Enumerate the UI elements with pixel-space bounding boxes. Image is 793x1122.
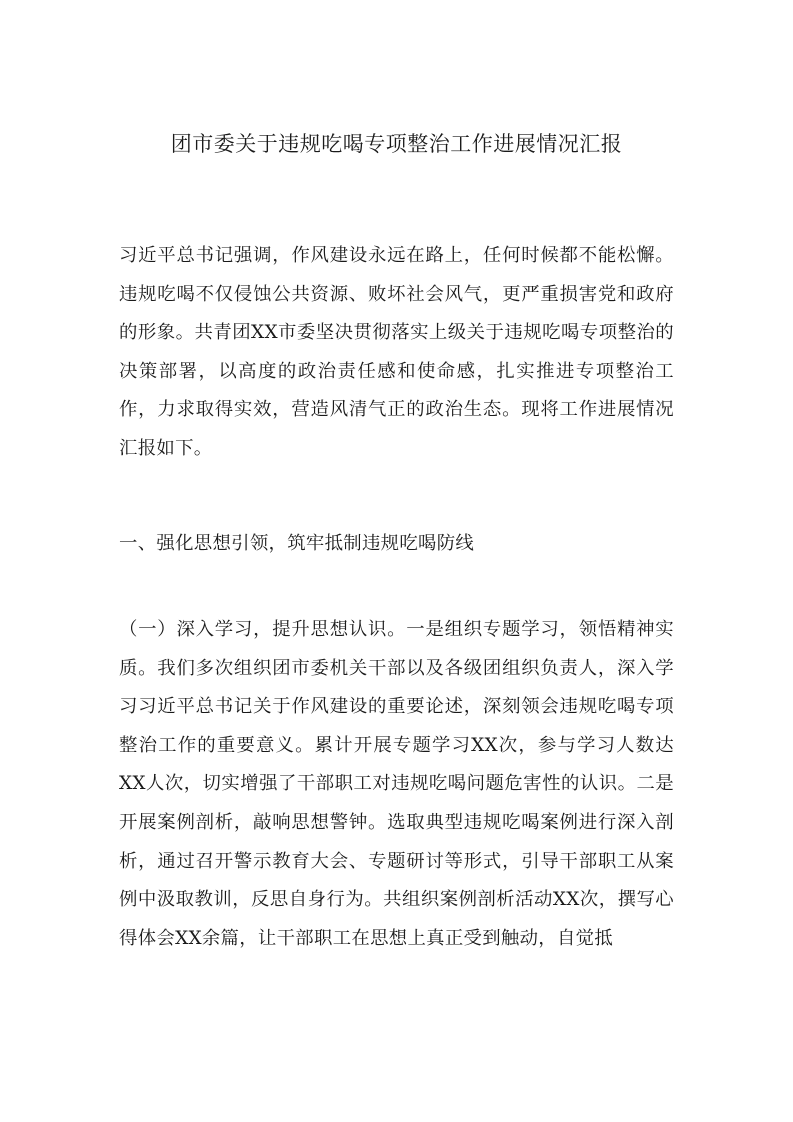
intro-paragraph: 习近平总书记强调，作风建设永远在路上，任何时候都不能松懈。违规吃喝不仅侵蚀公共资源、败坏社会风气，更严重损害党和政府的形象。共青团XX市委坚决贯彻落实上级关于违规吃喝专项整治的决策部署，以高度的政治责任感和使命感，扎实推进专项整治工作，力求取得实效，营造风清气正的政治生态。现将工作进展情况汇报如下。 xyxy=(119,245,674,459)
document-title: 团市委关于违规吃喝专项整治工作进展情况汇报 xyxy=(170,132,623,156)
subsection-paragraph: （一）深入学习，提升思想认识。一是组织专题学习，领悟精神实质。我们多次组织团市委机关干部以及各级团组织负责人，深入学习习近平总书记关于作风建设的重要论述，深刻领会违规吃喝专项整治工作的重要意义。累计开展专题学习XX次，参与学习人数达XX人次，切实增强了干部职工对违规吃喝问题危害性的认识。二是开展案例剖析，敲响思想警钟。选取典型违规吃喝案例进行深入剖析，通过召开警示教育大会、专题研讨等形式，引导干部职工从案例中汲取教训，反思自身行为。共组织案例剖析活动XX次，撰写心得体会XX余篇，让干部职工在思想上真正受到触动，自觉抵 xyxy=(119,619,674,949)
section-heading: 一、强化思想引领，筑牢抵制违规吃喝防线 xyxy=(119,533,475,554)
